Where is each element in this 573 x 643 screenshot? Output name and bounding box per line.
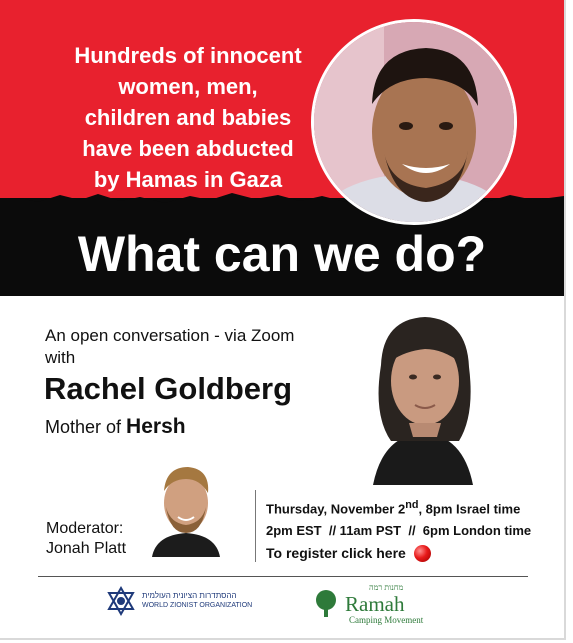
ramah-tree-icon (311, 589, 341, 619)
headline-line: Hundreds of innocent (74, 43, 302, 68)
event-date-suffix: nd (405, 499, 419, 511)
hersh-photo (311, 19, 517, 225)
divider-vertical (255, 490, 256, 562)
mother-name: Hersh (126, 415, 186, 438)
mother-line (45, 414, 186, 440)
wzo-star-icon (106, 586, 136, 616)
event-date-time: , 8pm Israel time (418, 501, 521, 517)
headline-line: women, men, (118, 74, 258, 99)
register-link[interactable] (266, 542, 531, 564)
event-date-text: Thursday, November 2 (266, 501, 406, 517)
headline (38, 40, 338, 195)
divider-horizontal (38, 576, 528, 577)
headline-line: children and babies (84, 105, 292, 130)
red-dot-icon[interactable] (414, 545, 431, 562)
wzo-logo (106, 586, 252, 616)
intro-line: An open conversation - via Zoom (45, 326, 295, 345)
ramah-name: Ramah (345, 592, 405, 616)
mother-prefix: Mother of (45, 417, 127, 437)
register-text: To register click here (266, 545, 406, 562)
main-title: What can we do? (77, 226, 487, 282)
ramah-hebrew: מחנות רמה (369, 583, 404, 592)
headline-line: by Hamas in Gaza (93, 167, 283, 192)
moderator-label: Moderator: (46, 520, 124, 537)
event-date (266, 494, 531, 520)
moderator-block (46, 519, 126, 559)
intro-text (45, 325, 294, 369)
ramah-logo (311, 583, 423, 625)
ramah-sub: Camping Movement (349, 615, 424, 625)
jonah-photo (146, 461, 226, 557)
intro-line: with (45, 348, 76, 367)
moderator-name: Jonah Platt (46, 540, 127, 557)
wzo-english: WORLD ZIONIST ORGANIZATION (142, 602, 253, 609)
wzo-hebrew: ההסתדרות הציונית העולמית (142, 591, 237, 600)
event-details (266, 494, 531, 564)
headline-line: have been abducted (82, 136, 294, 161)
event-times: 2pm EST // 11am PST // 6pm London time (266, 523, 532, 539)
rachel-photo (333, 305, 513, 485)
speaker-name: Rachel Goldberg (44, 371, 293, 406)
